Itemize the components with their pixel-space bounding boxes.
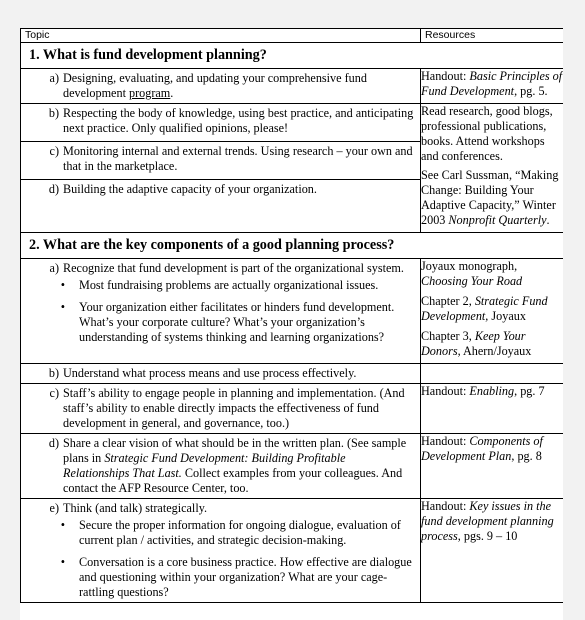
section-2-item-e [21, 499, 564, 603]
resource-key-issues: Handout: Key issues in the fund development planning process, pgs. 9 – 10 [421, 499, 564, 603]
item-text: Think (and talk) strategically. [63, 501, 208, 515]
header-row [21, 29, 564, 43]
section-2-item-c [21, 384, 564, 434]
section-2-row [21, 233, 564, 259]
item-label: e) [49, 501, 59, 515]
bullet-item: • Secure the proper information for ongoing dialogue, evaluation of current plan / activities, and strategic decision-making. [60, 518, 401, 547]
section-1-item-b [21, 104, 564, 142]
bullet-item: • Conversation is a core business practice. How effective are dialogue and questioning within your organization? What are your cage-rattling questions? [60, 555, 412, 599]
item-label: d) [48, 182, 59, 196]
item-label: b) [48, 106, 59, 120]
resources-header: Resources [421, 29, 564, 43]
item-label: c) [49, 144, 59, 158]
item-label: b) [48, 366, 59, 380]
section-2-item-b [21, 364, 564, 384]
section-1-row [21, 43, 564, 69]
topic-header: Topic [21, 29, 421, 43]
planning-table [20, 28, 563, 603]
item-text: Share a clear vision of what should be in the written plan. (See sample plans in Strategic Fund Development: Building Profitable Relationships That Last. Collect examples from your colleagues. And contact the AFP Resource Center, too. [63, 436, 407, 495]
section-1-item-a [21, 69, 564, 104]
item-label: d) [48, 436, 59, 450]
item-text: Recognize that fund development is part of the organizational system. [63, 261, 404, 275]
item-text: Respecting the body of knowledge, using best practice, and anticipating next practice. Only qualified opinions, please! [63, 106, 414, 135]
item-label: a) [49, 261, 59, 275]
document-sheet [20, 28, 563, 620]
resource-research: Read research, good blogs, professional publications, books. Attend workshops and conferences. See Carl Sussman, “Making Change: Building Your Adaptive Capacity,” Winter 2003 Nonprofit Quarterly. [421, 104, 564, 233]
section-2-item-a [21, 259, 564, 364]
program-link[interactable]: program [129, 86, 171, 100]
item-text: Monitoring internal and external trends. Using research – your own and that in the marketplace. [63, 144, 413, 173]
section-1-title: 1. What is fund development planning? [21, 43, 564, 69]
item-text: Building the adaptive capacity of your organization. [63, 182, 317, 196]
item-text: Understand what process means and use process effectively. [63, 366, 357, 380]
item-label: c) [49, 386, 59, 400]
resource-enabling: Handout: Enabling, pg. 7 [421, 384, 564, 434]
section-2-item-d [21, 434, 564, 499]
resource-joyaux: Joyaux monograph, Choosing Your Road Chapter 2, Strategic Fund Development, Joyaux Chapter 3, Keep Your Donors, Ahern/Joyaux [421, 259, 564, 364]
section-2-title: 2. What are the key components of a good planning process? [21, 233, 564, 259]
item-text: Designing, evaluating, and updating your comprehensive fund development program. [63, 71, 367, 100]
item-label: a) [49, 71, 59, 85]
resource-components: Handout: Components of Development Plan, pg. 8 [421, 434, 564, 499]
resource-basic-principles: Handout: Basic Principles of Fund Development, pg. 5. [421, 69, 564, 104]
bullet-item: • Your organization either facilitates or hinders fund development. What’s your corporate culture? What’s your organization’s understanding of systems thinking and learning organizations? [60, 300, 395, 344]
item-text: Staff’s ability to engage people in planning and implementation. (And staff’s ability to enable directly impacts the effectiveness of fund development in general, and governance, too.) [63, 386, 405, 430]
bullet-item: • Most fundraising problems are actually organizational issues. [60, 278, 379, 292]
